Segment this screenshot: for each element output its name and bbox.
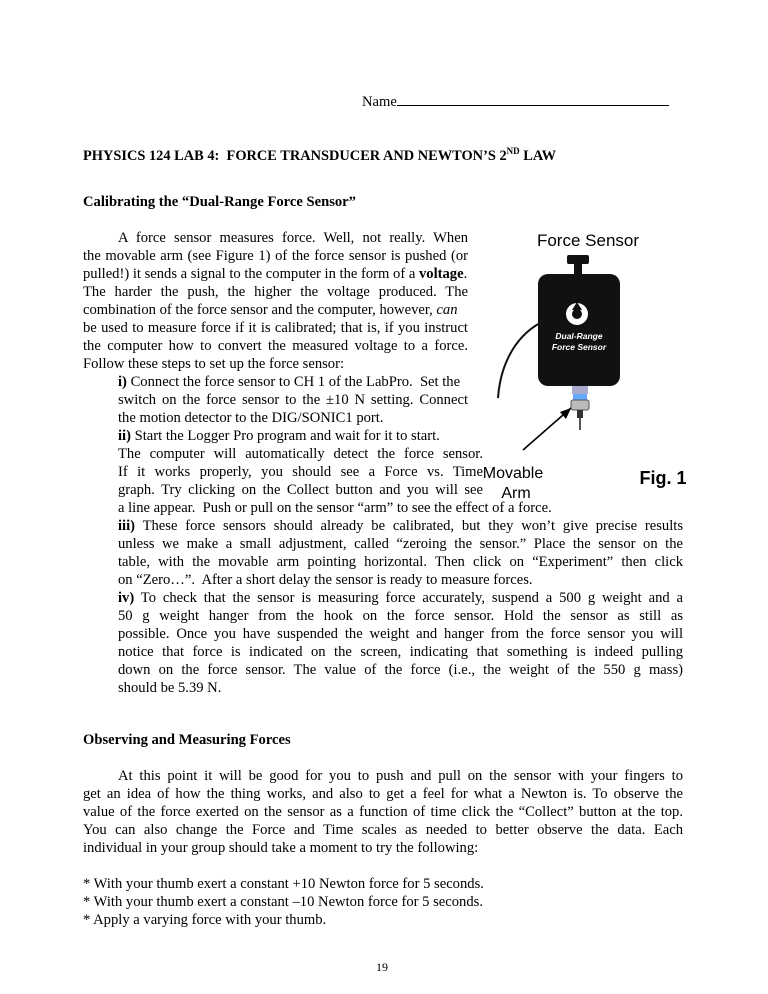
sensor-cable (498, 323, 540, 398)
arrow-label-arm: Arm (501, 485, 531, 502)
name-field (362, 92, 669, 111)
sensor-knob (567, 255, 589, 264)
sensor-hook (579, 418, 581, 430)
list-item: * With your thumb exert a constant –10 Newton force for 5 seconds. (83, 894, 483, 910)
lab-title: PHYSICS 124 LAB 4: FORCE TRANSDUCER AND NEWTON’S 2ND LAW (83, 146, 557, 164)
sensor-label-1: Dual-Range (555, 331, 603, 341)
sensor-body (538, 274, 620, 386)
list-item: * With your thumb exert a constant +10 Newton force for 5 seconds. (83, 876, 484, 892)
name-label: Name (362, 94, 397, 110)
sensor-label-2: Force Sensor (551, 342, 607, 352)
figure-title: Force Sensor (536, 231, 640, 250)
sensor-neck (572, 386, 588, 394)
arrow-head-icon (560, 408, 571, 419)
list-item: * Apply a varying force with your thumb. (83, 912, 327, 928)
section-heading-observing: Observing and Measuring Forces (83, 732, 291, 748)
section-heading-calibrating: Calibrating the “Dual-Range Force Sensor” (83, 194, 356, 210)
page-number: 19 (376, 960, 388, 974)
document-page: Name PHYSICS 124 LAB 4: FORCE TRANSDUCER AND NEWTON’S 2ND LAW Calibrating the “Dual-Range Force Sensor” A force sensor measures force. Well, not really. When the movable arm (see Figure 1) of the force sensor is pushed (or pulled!) it sends a signal to the computer in the form of a voltage. The harder the push, the higher the voltage produced. The combination of the force sensor and the computer, however, can be used to measure force if it is calibrated; that is, if you instruct the computer how to convert the measured voltage to a force. Follow these steps to set up the force sensor: i) Connect the force sensor to CH 1 of the LabPro. Set the switch on the force sensor to the ±10 N setting. Connect the motion detector to the DIG/SONIC1 port. ii) Start the Logger Pro program and wait for it to start. The computer will automatically detect the force sensor. If it works properly, you should see a Force vs. Time graph. Try clicking on the Collect button and you will see a line appear. Push or pull on the sensor “arm” to see the effect of a force. iii) These force sensors should already be calibrated, but they won’t give precise results unless we make a small adjustment, called “zeroing the sensor.” Place the sensor on the table, with the movable arm pointing horizontal. Then click on “Experiment” then click on “Zero…”. After a short delay the sensor is ready to measure forces. iv) To check that the sensor is measuring force accurately, suspend a 500 g weight and a 50 g weight hanger from the hook on the force sensor. Hold the sensor as still as possible. Once you have suspended the weight and hanger from the force sensor you will notice that force is indicated on the screen, indicating that something is indeed pulling down on the force sensor. The value of the force (i.e., the weight of the 550 g mass) should be 5.39 N. Force Sensor Dual-Range Force Sensor Movable Arm Fig. 1 Observing and Measuring Forces At this point it will be good for you to push and pull on the sensor with your fingers to get an idea of how the thing works, and also to get a feel for what a Newton is. To observe the value of the force exerted on the sensor as a function of time click the “Collect” button at the top. You can also change the Force and Time scales as needed to better observe the data. Each individual in your group should take a moment to try the following: * With your thumb exert a constant +10 Newton force for 5 seconds. * With your thumb exert a constant –10 Newton force for 5 seconds. * Apply a varying force with your thumb. 19 (0, 0, 768, 994)
movable-arm (571, 400, 589, 410)
figure-caption: Fig. 1 (639, 468, 687, 488)
arrow-label-movable: Movable (482, 465, 544, 482)
name-blank-line (397, 92, 669, 106)
force-sensor-figure (478, 228, 738, 502)
